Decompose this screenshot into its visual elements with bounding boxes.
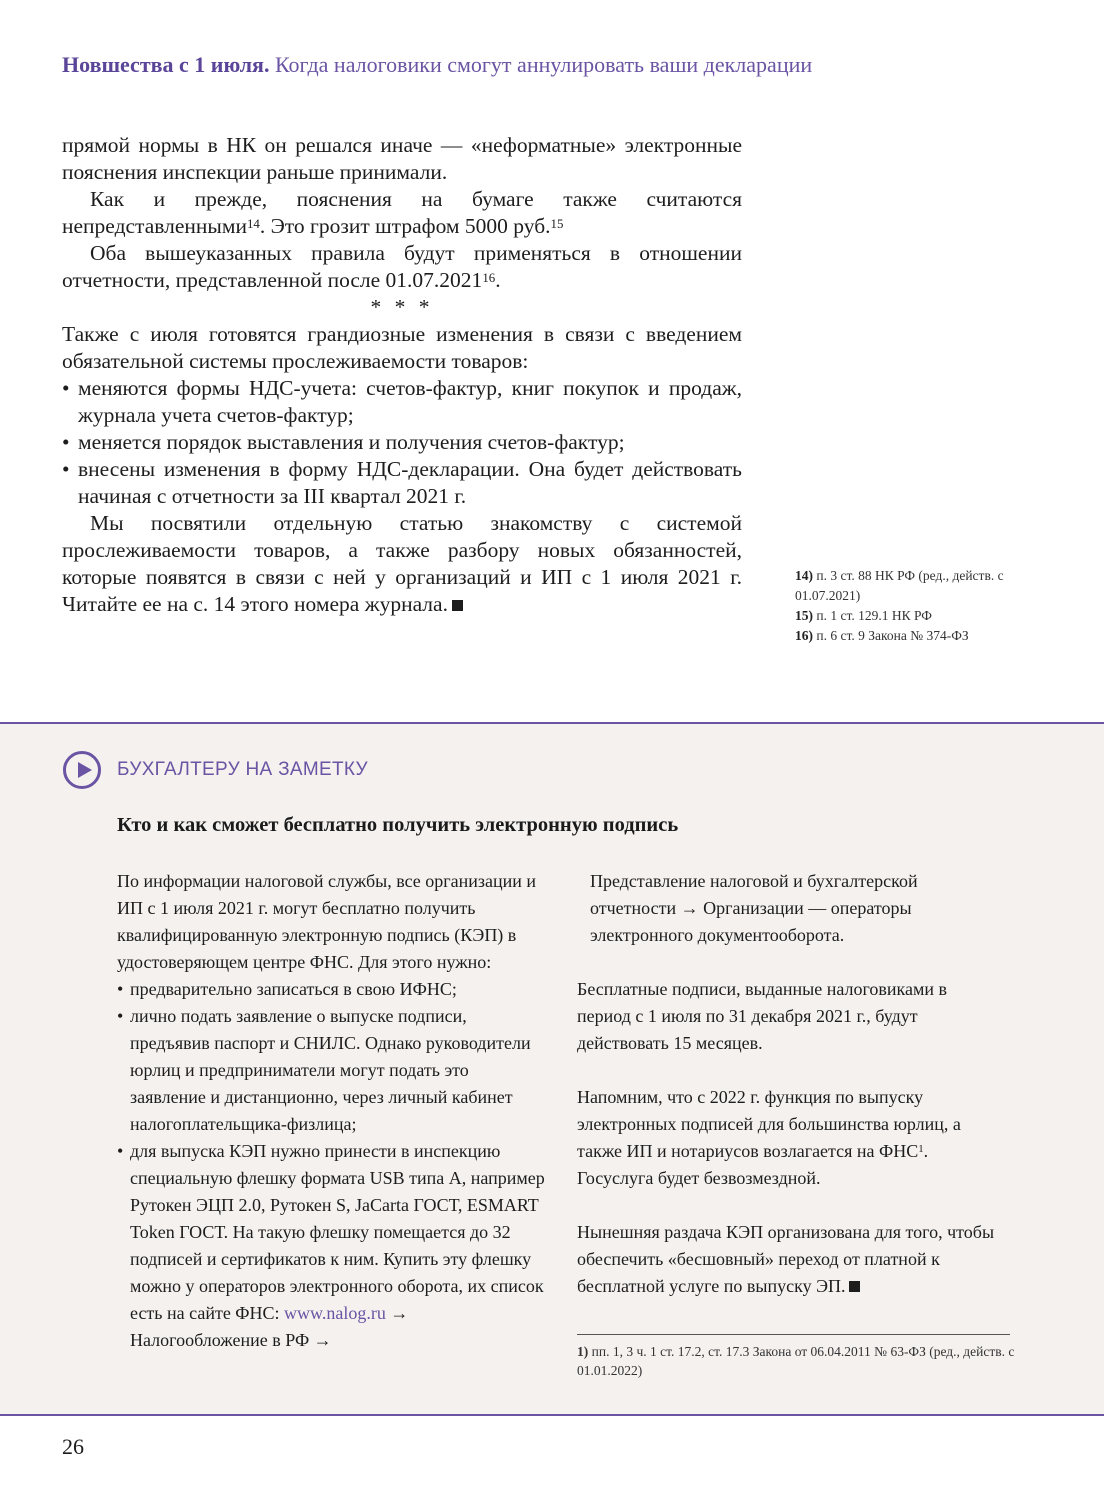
box-right-column	[577, 868, 1002, 1300]
box-footnote: 1) пп. 1, 3 ч. 1 ст. 17.2, ст. 17.3 Закона от 06.04.2011 № 63-ФЗ (ред., действ. с 01.01.2022)	[577, 1344, 1015, 1378]
footnote-ref: 14	[246, 217, 260, 231]
footnote: 15) п. 1 ст. 129.1 НК РФ	[795, 608, 932, 623]
end-mark-icon	[849, 1281, 860, 1292]
bullet-list	[62, 375, 742, 510]
list-item: • внесены изменения в форму НДС-декларации. Она будет действовать начиная с отчетности за III квартал 2021 г.	[62, 456, 742, 510]
header-section-title: Новшества с 1 июля.	[62, 52, 270, 77]
footnote: 16) п. 6 ст. 9 Закона № 374-ФЗ	[795, 628, 969, 643]
paragraph: Оба вышеуказанных правила будут применяться в отношении отчетности, представленной после 01.07.2021$^{16}$.	[62, 241, 742, 292]
paragraph: Нынешняя раздача КЭП организована для того, чтобы обеспечить «бесшовный» переход от платной к бесплатной услуге по выпуску ЭП.	[577, 1222, 995, 1296]
box-rubric: БУХГАЛТЕРУ НА ЗАМЕТКУ	[117, 759, 368, 780]
paragraph: Напомним, что с 2022 г. функция по выпуску электронных подписей для большинства юрлиц, а также ИП и нотариусов возлагается на ФНС$^1$. Госуслуга будет безвозмездной.	[577, 1087, 961, 1188]
list-item: • для выпуска КЭП нужно принести в инспекцию специальную флешку формата USB типа A, например Рутокен ЭЦП 2.0, Рутокен S, JaCarta ГОСТ, ESMART Token ГОСТ. На такую флешку помещается до 32 подписей и сертификатов к ним. Купить эту флешку можно у операторов электронного оборота, их список есть на сайте ФНС: www.nalog.ru → Налогообложение в РФ →	[117, 1138, 547, 1354]
accountant-note-box	[0, 722, 1104, 1416]
paragraph: Как и прежде, пояснения на бумаге также считаются непредставленными$^{14}$. Это грозит штрафом 5000 руб.$^{15}$	[62, 187, 742, 238]
list-item: • предварительно записаться в свою ИФНС;	[117, 976, 547, 1003]
page-number: 26	[62, 1434, 84, 1459]
paragraph: Бесплатные подписи, выданные налоговиками в период с 1 июля по 31 декабря 2021 г., будут действовать 15 месяцев.	[577, 979, 948, 1053]
box-title: Кто и как сможет бесплатно получить электронную подпись	[117, 814, 679, 836]
play-icon	[63, 751, 101, 789]
paragraph: Также с июля готовятся грандиозные изменения в связи с введением обязательной системы прослеживаемости товаров:	[62, 322, 742, 373]
footnote-ref: 15	[550, 217, 564, 231]
side-footnotes	[795, 566, 1035, 646]
article-body	[62, 132, 742, 618]
nalog-link[interactable]: www.nalog.ru	[284, 1303, 386, 1323]
end-mark-icon	[452, 600, 463, 611]
list-item: • лично подать заявление о выпуске подписи, предъявив паспорт и СНИЛС. Однако руководители юрлиц и предприниматели могут подать это заявление и дистанционно, через личный кабинет налогоплательщика-физлица;	[117, 1003, 547, 1138]
list-item: • меняется порядок выставления и получения счетов-фактур;	[62, 429, 742, 456]
footnote: 14) п. 3 ст. 88 НК РФ (ред., действ. с 01.07.2021)	[795, 568, 1004, 603]
footnote-ref: 1	[918, 1143, 924, 1155]
list-item: • меняются формы НДС-учета: счетов-фактур, книг покупок и продаж, журнала учета счетов-фактур;	[62, 375, 742, 429]
section-divider: * * *	[370, 295, 434, 319]
paragraph: По информации налоговой службы, все организации и ИП с 1 июля 2021 г. могут бесплатно получить квалифицированную электронную подпись (КЭП) в удостоверяющем центре ФНС. Для этого нужно:	[117, 871, 537, 972]
paragraph: Представление налоговой и бухгалтерской отчетности → Организации — операторы электронного документооборота.	[590, 871, 918, 945]
box-left-column	[117, 868, 547, 1354]
footnote-divider	[577, 1334, 1010, 1335]
bullet-list	[117, 976, 547, 1354]
header-article-title: Когда налоговики смогут аннулировать ваши декларации	[274, 52, 813, 77]
footnote-ref: 16	[482, 271, 496, 285]
paragraph: прямой нормы в НК он решался иначе — «неформатные» электронные пояснения инспекции раньше принимали.	[62, 133, 742, 184]
running-header	[62, 52, 1062, 78]
paragraph: Мы посвятили отдельную статью знакомству с системой прослеживаемости товаров, а также разбору новых обязанностей, которые появятся в связи с ней у организаций и ИП с 1 июля 2021 г. Читайте ее на с. 14 этого номера журнала.	[62, 511, 742, 616]
